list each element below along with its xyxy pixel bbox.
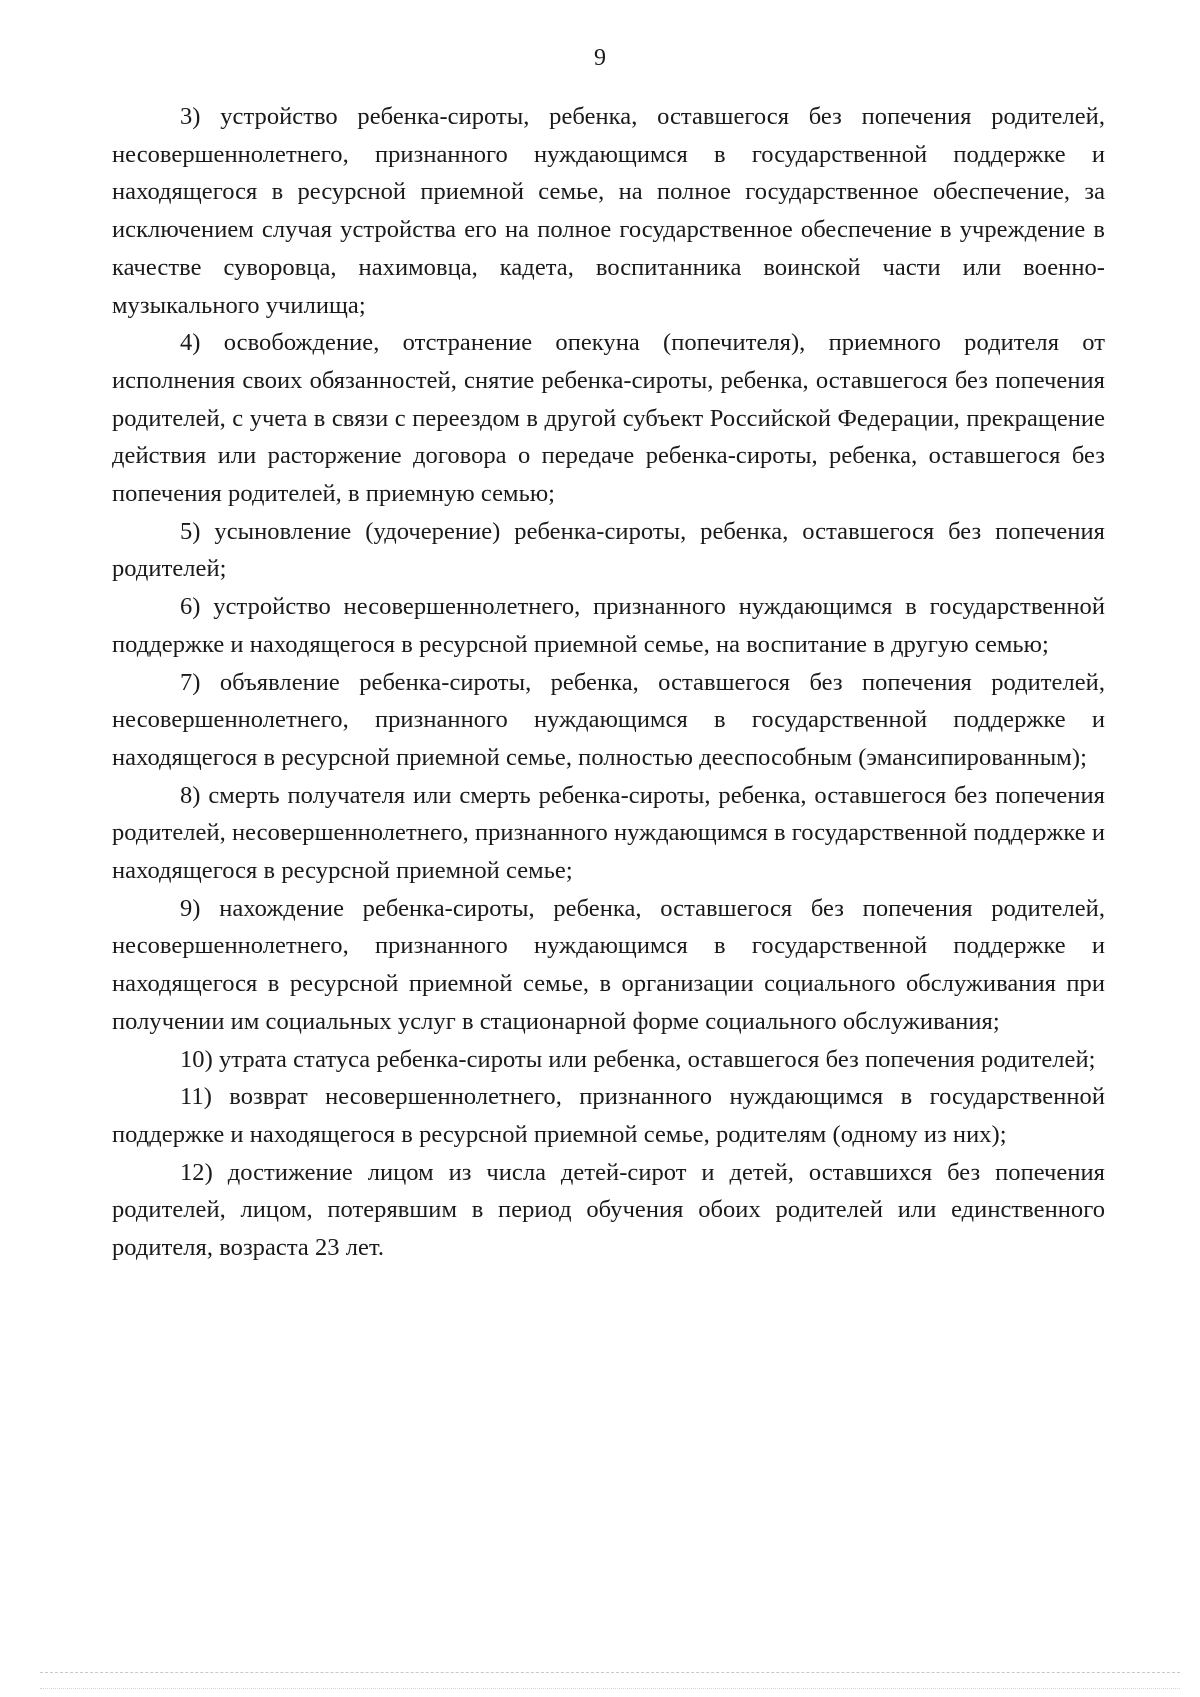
list-item-3: 3) устройство ребенка-сироты, ребенка, оставшегося без попечения родителей, несовершеннолетнего, признанного нуждающимся в государственной поддержке и находящегося в ресурсной приемной семье, на полное государственное обеспечение, за исключением случая устройства его на полное государственное обеспечение в учреждение в качестве суворовца, нахимовца, кадета, воспитанника воинской части или военно-музыкального училища;: [112, 103, 1105, 319]
list-item-11: 11) возврат несовершеннолетнего, признанного нуждающимся в государственной поддержке и находящегося в ресурсной приемной семье, родителям (одному из них);: [112, 1083, 1105, 1148]
list-item-6: 6) устройство несовершеннолетнего, признанного нуждающимся в государственной поддержке и находящегося в ресурсной приемной семье, на воспитание в другую семью;: [112, 593, 1105, 658]
scan-edge-line-secondary: [40, 1688, 1180, 1689]
document-body: [112, 98, 1105, 1267]
list-item-8: 8) смерть получателя или смерть ребенка-сироты, ребенка, оставшегося без попечения родителей, несовершеннолетнего, признанного нуждающимся в государственной поддержке и находящегося в ресурсной приемной семье;: [112, 781, 1105, 885]
list-item-12: 12) достижение лицом из числа детей-сирот и детей, оставшихся без попечения родителей, лицом, потерявшим в период обучения обоих родителей или единственного родителя, возраста 23 лет.: [112, 1158, 1105, 1262]
list-item-4: 4) освобождение, отстранение опекуна (попечителя), приемного родителя от исполнения своих обязанностей, снятие ребенка-сироты, ребенка, оставшегося без попечения родителей, с учета в связи с переездом в другой субъект Российской Федерации, прекращение действия или расторжение договора о передаче ребенка-сироты, ребенка, оставшегося без попечения родителей, в приемную семью;: [112, 329, 1105, 508]
list-item-7: 7) объявление ребенка-сироты, ребенка, оставшегося без попечения родителей, несовершеннолетнего, признанного нуждающимся в государственной поддержке и находящегося в ресурсной приемной семье, полностью дееспособным (эмансипированным);: [112, 668, 1105, 771]
list-item-5: 5) усыновление (удочерение) ребенка-сироты, ребенка, оставшегося без попечения родителей;: [112, 517, 1105, 583]
list-item-10: 10) утрата статуса ребенка-сироты или ребенка, оставшегося без попечения родителей;: [180, 1045, 1096, 1073]
scan-edge-line: [40, 1672, 1180, 1673]
list-item-9: 9) нахождение ребенка-сироты, ребенка, оставшегося без попечения родителей, несовершеннолетнего, признанного нуждающимся в государственной поддержке и находящегося в ресурсной приемной семье, в организации социального обслуживания при получении им социальных услуг в стационарной форме социального обслуживания;: [112, 894, 1105, 1035]
page-number: 9: [594, 45, 606, 71]
